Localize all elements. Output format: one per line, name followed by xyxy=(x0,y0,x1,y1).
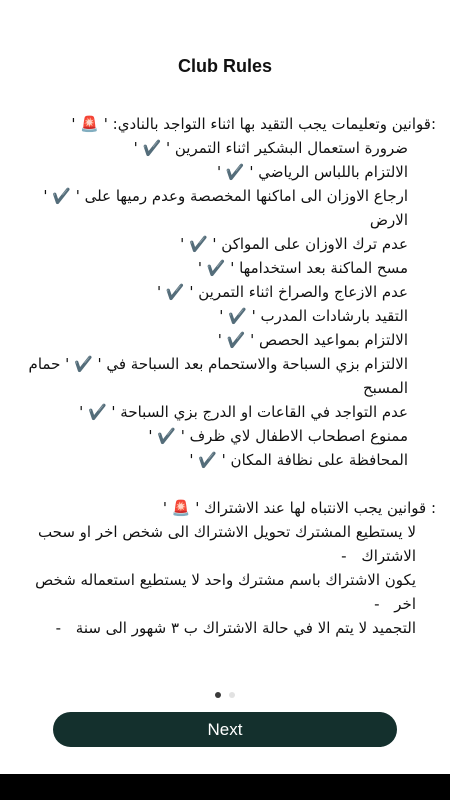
rule-item: الالتزام باللباس الرياضي ' ✔️ ' xyxy=(216,163,408,181)
rule-item: الالتزام بمواعيد الحصص ' ✔️ ' xyxy=(217,331,408,349)
page-indicator xyxy=(0,692,450,698)
rule-item: ارجاع الاوزان الى اماكنها المخصصة وعدم رميها على ' ✔️ ' الارض xyxy=(43,187,408,229)
rule-item: مسح الماكنة بعد استخدامها ' ✔️ ' xyxy=(197,259,408,277)
rule-item: عدم ترك الاوزان على المواكن ' ✔️ ' xyxy=(180,235,408,253)
page-title: Club Rules xyxy=(177,56,272,76)
bullet-dash: - xyxy=(55,619,61,637)
page-dot xyxy=(229,692,235,698)
rule-item: الالتزام بزي السباحة والاستحمام بعد السباحة في ' ✔️ ' حمام المسبح xyxy=(28,355,408,397)
subscription-rule-text: يكون الاشتراك باسم مشترك واحد لا يستطيع استعماله شخص اخر xyxy=(35,571,416,613)
subscription-rule-text: لا يستطيع المشترك تحويل الاشتراك الى شخص اخر او سحب الاشتراك xyxy=(37,523,416,565)
section2-heading: : قوانين يجب الانتباه لها عند الاشتراك ' 🚨 ' xyxy=(162,499,436,517)
rule-item: عدم الازعاج والصراخ اثناء التمرين ' ✔️ ' xyxy=(157,283,408,301)
subscription-rule xyxy=(14,568,436,616)
page-dot-active xyxy=(215,692,221,698)
rule-item: التقيد بارشادات المدرب ' ✔️ ' xyxy=(219,307,408,325)
rules-text xyxy=(14,112,436,640)
rule-item: ضرورة استعمال البشكير اثناء التمرين ' ✔️ ' xyxy=(133,139,408,157)
bullet-dash: - xyxy=(374,595,380,613)
system-navigation-bar xyxy=(0,774,450,800)
subscription-rule xyxy=(14,616,436,640)
next-button[interactable]: Next xyxy=(53,712,397,747)
rule-item: ممنوع اصطحاب الاطفال لاي ظرف ' ✔️ ' xyxy=(148,427,408,445)
section-gap xyxy=(14,472,436,496)
rule-item: عدم التواجد في القاعات او الدرج بزي السباحة ' ✔️ ' xyxy=(79,403,408,421)
rule-item: المحافظة على نظافة المكان ' ✔️ ' xyxy=(189,451,408,469)
subscription-rule-text: التجميد لا يتم الا في حالة الاشتراك ب ٣ شهور الى سنة xyxy=(75,619,416,637)
subscription-rule xyxy=(14,520,436,568)
section1-heading: :قوانين وتعليمات يجب التقيد بها اثناء التواجد بالنادي: ' 🚨 ' xyxy=(71,115,436,133)
bullet-dash: - xyxy=(341,547,347,565)
